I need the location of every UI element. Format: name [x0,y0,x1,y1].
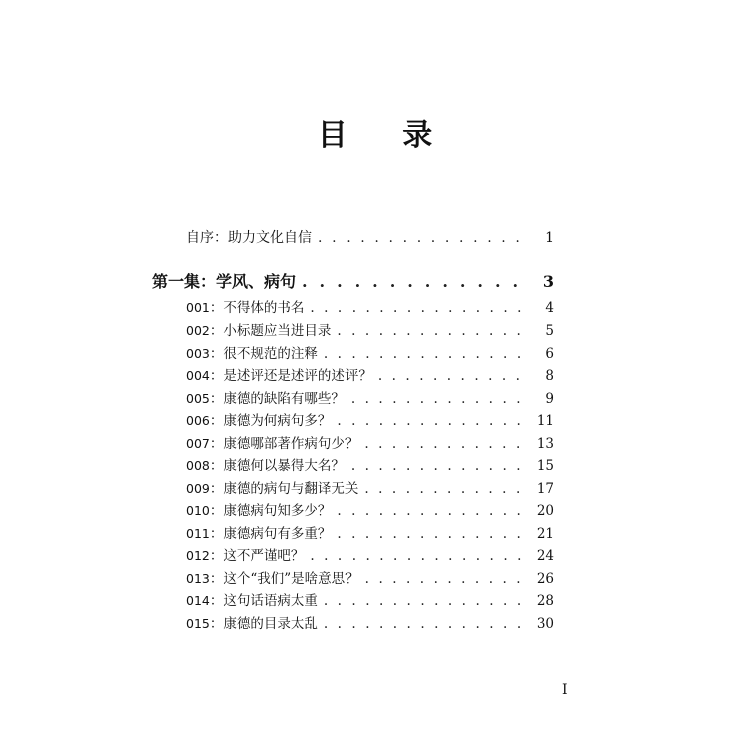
page-folio: I [562,682,568,698]
preface-page-number: 1 [545,230,554,246]
entry-number: 013 [186,571,210,586]
toc-entry: 011：康德病句有多重？ . . . 21 [186,524,554,546]
entry-page-number: 15 [536,458,554,474]
toc-entry: 015：康德的目录太乱 . . . 30 [186,614,554,636]
entry-page-number: 30 [536,616,554,632]
toc-entry: 001：不得体的书名 . . . 4 [186,298,554,320]
dot-leader [351,389,530,409]
entry-number: 002 [186,323,210,338]
entry-title: 不得体的书名 [223,300,305,316]
entry-page-number: 6 [545,346,554,362]
dot-leader [351,456,529,476]
entry-number: 001 [186,300,210,315]
entry-title: 这个“我们”是啥意思？ [223,571,359,587]
entry-page-number: 21 [536,526,554,542]
entry-page-number: 17 [536,481,554,497]
dot-leader [378,366,530,386]
dot-leader [337,321,530,341]
dot-leader [302,272,530,292]
dot-leader [364,434,528,454]
entry-title: 康德为何病句多？ [223,413,332,429]
entry-title: 这句话语病太重 [223,593,318,609]
entry-number: 006 [186,413,210,428]
entry-title: 小标题应当进目录 [223,323,332,339]
entry-page-number: 11 [536,413,554,429]
entry-title: 康德的病句与翻译无关 [223,481,359,497]
entry-number: 008 [186,458,210,473]
toc-entry: 004：是述评还是述评的述评？ . . . 8 [186,366,554,388]
dot-leader [324,344,530,364]
toc-entry: 007：康德哪部著作病句少？ . . . 13 [186,434,554,456]
toc-entry: 006：康德为何病句多？ . . . 11 [186,411,554,433]
toc-entry: 003：很不规范的注释 . . . 6 [186,344,554,366]
dot-leader [310,546,528,566]
chapter-title: 第一集：学风、病句 [152,272,297,291]
entry-page-number: 9 [545,391,554,407]
toc-entry: 010：康德病句知多少？ . . . 20 [186,501,554,523]
entry-title: 康德病句知多少？ [223,503,332,519]
toc-entry: 002：小标题应当进目录 . . . 5 [186,321,554,343]
preface-title: 自序：助力文化自信 [186,230,312,246]
toc-title: 目 录 [317,118,455,153]
toc-entry: 005：康德的缺陷有哪些？ . . . 9 [186,389,554,411]
entry-number: 005 [186,391,210,406]
entry-title: 很不规范的注释 [223,346,318,362]
entry-page-number: 4 [545,300,554,316]
toc-entry: 012：这不严谨吧？ . . . 24 [186,546,554,568]
toc-entry: 009：康德的病句与翻译无关 . . . 17 [186,479,554,501]
entry-title: 是述评还是述评的述评？ [223,368,372,384]
toc-entry: 008：康德何以暴得大名？ . . . 15 [186,456,554,478]
entry-page-number: 8 [545,368,554,384]
entry-number: 010 [186,503,210,518]
chapter-page-number: 3 [542,272,554,291]
entry-number: 011 [186,526,210,541]
entry-page-number: 20 [536,503,554,519]
toc-preface-entry [186,228,554,250]
entry-number: 004 [186,368,210,383]
dot-leader [310,298,530,318]
entry-title: 康德的目录太乱 [223,616,318,632]
dot-leader [324,614,529,634]
entry-number: 012 [186,548,210,563]
dot-leader [337,411,528,431]
dot-leader [337,524,528,544]
entry-title: 康德哪部著作病句少？ [223,436,359,452]
entry-number: 015 [186,616,210,631]
entry-title: 康德病句有多重？ [223,526,332,542]
entry-page-number: 28 [536,593,554,609]
entry-page-number: 24 [536,548,554,564]
toc-chapter-heading [152,272,554,294]
entry-title: 康德何以暴得大名？ [223,458,345,474]
dot-leader [337,501,528,521]
entry-title: 康德的缺陷有哪些？ [223,391,345,407]
entry-number: 003 [186,346,210,361]
dot-leader [318,228,530,248]
dot-leader [324,591,529,611]
entry-title: 这不严谨吧？ [223,548,305,564]
entry-number: 007 [186,436,210,451]
entry-page-number: 5 [545,323,554,339]
entry-number: 014 [186,593,210,608]
entry-number: 009 [186,481,210,496]
entry-page-number: 13 [536,436,554,452]
dot-leader [364,479,528,499]
dot-leader [365,569,529,589]
entry-page-number: 26 [536,571,554,587]
toc-entry: 013：这个“我们”是啥意思？ . . . 26 [186,569,554,591]
toc-entry: 014：这句话语病太重 . . . 28 [186,591,554,613]
